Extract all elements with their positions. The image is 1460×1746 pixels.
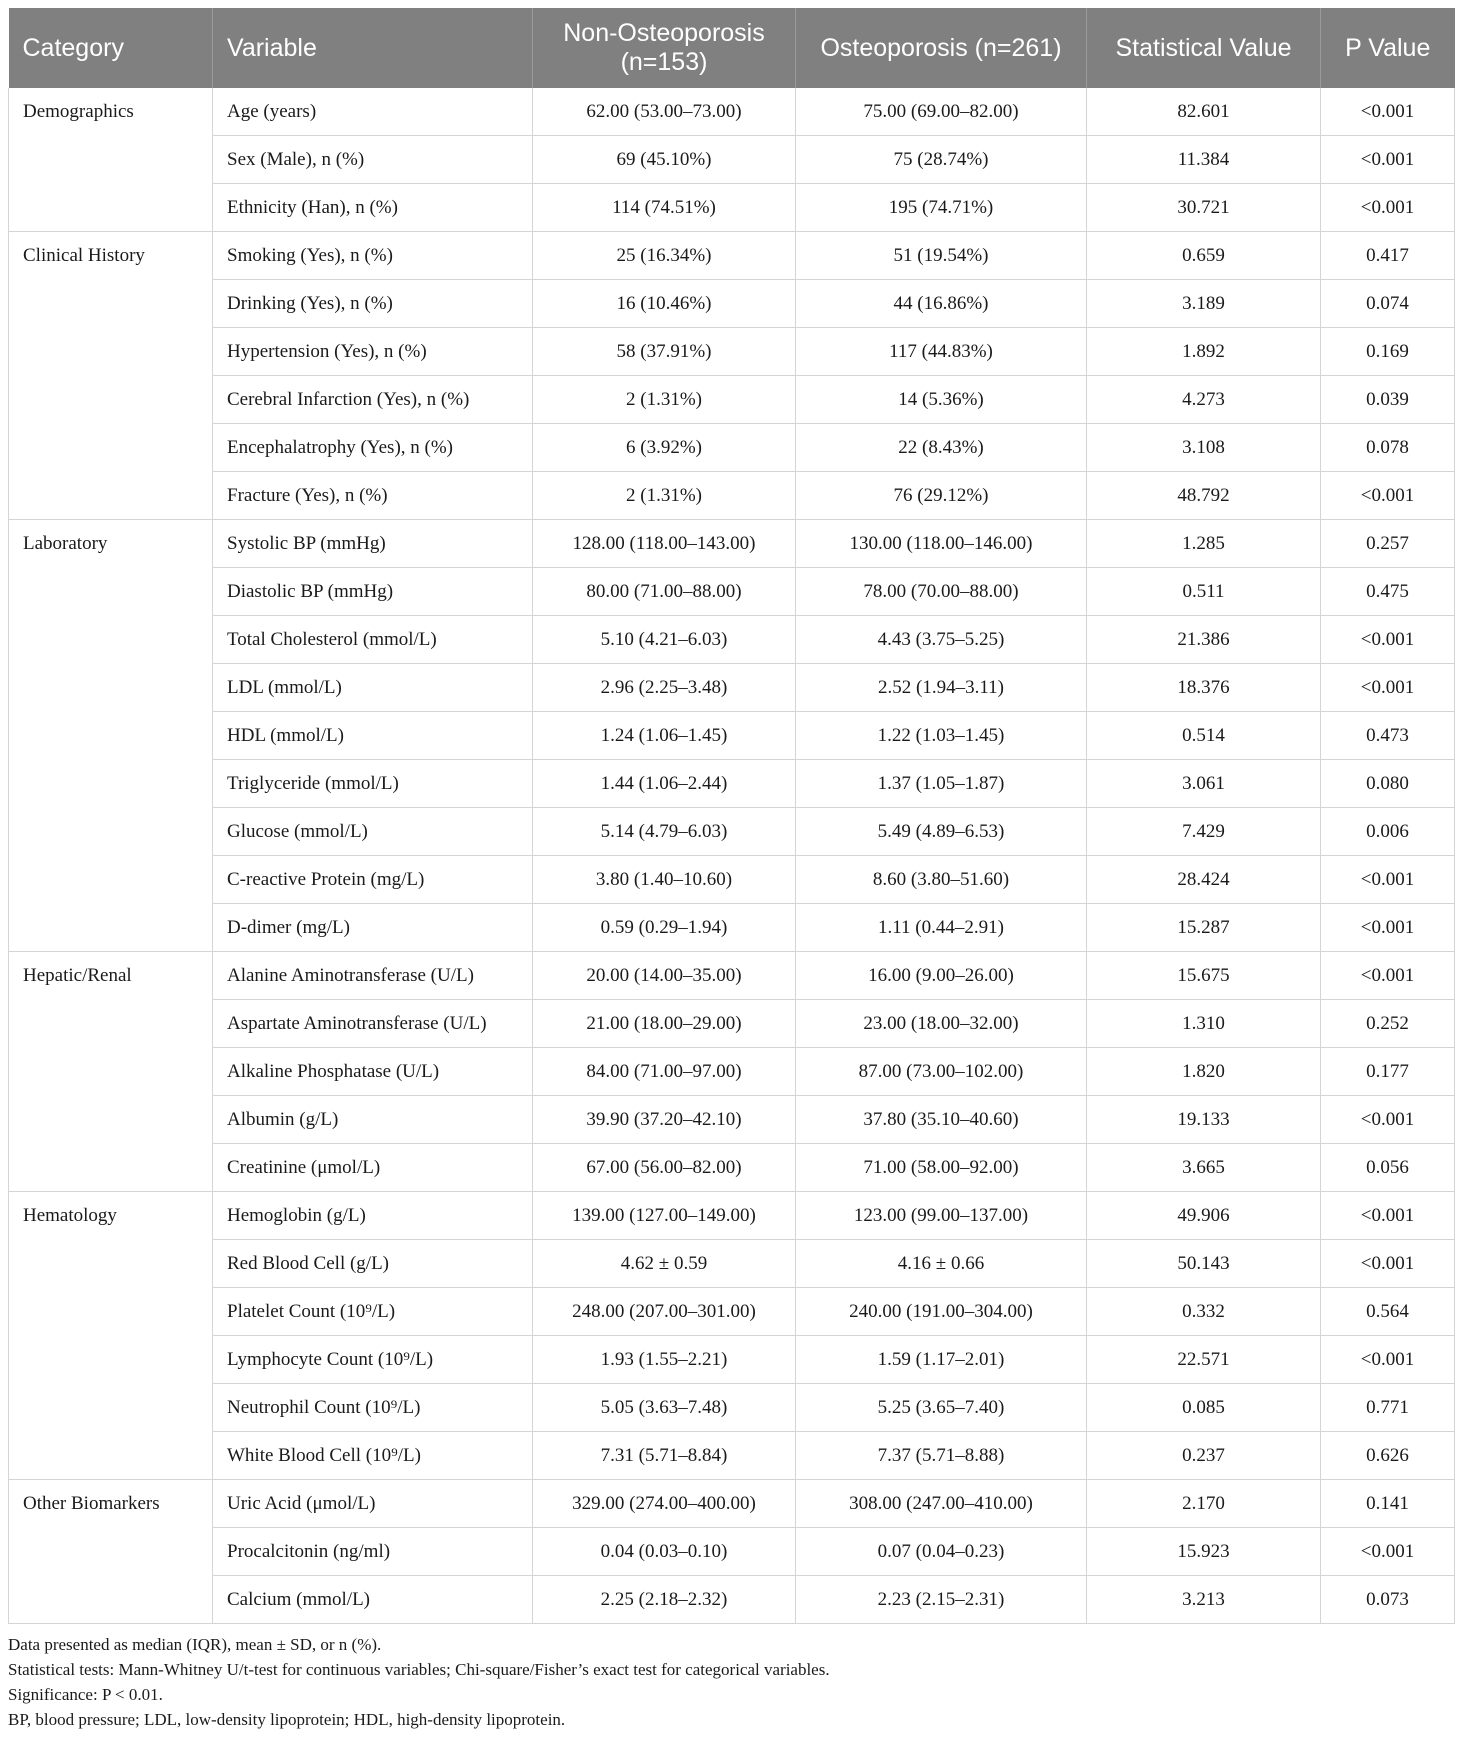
cell-osteoporosis: 76 (29.12%) [796, 472, 1087, 520]
cell-statistical-value: 21.386 [1087, 616, 1321, 664]
table-row [9, 1384, 1455, 1432]
cell-category [9, 760, 213, 808]
cell-statistical-value: 3.665 [1087, 1144, 1321, 1192]
cell-variable: C-reactive Protein (mg/L) [213, 856, 533, 904]
cell-variable: Alanine Aminotransferase (U/L) [213, 952, 533, 1000]
cell-variable: Cerebral Infarction (Yes), n (%) [213, 376, 533, 424]
cell-osteoporosis: 4.16 ± 0.66 [796, 1240, 1087, 1288]
cell-p-value: 0.177 [1321, 1048, 1455, 1096]
cell-statistical-value: 15.923 [1087, 1528, 1321, 1576]
cell-variable: White Blood Cell (10⁹/L) [213, 1432, 533, 1480]
table-row [9, 328, 1455, 376]
cell-statistical-value: 3.108 [1087, 424, 1321, 472]
cell-statistical-value: 7.429 [1087, 808, 1321, 856]
cell-osteoporosis: 130.00 (118.00–146.00) [796, 520, 1087, 568]
cell-statistical-value: 2.170 [1087, 1480, 1321, 1528]
cell-category [9, 1144, 213, 1192]
cell-osteoporosis: 23.00 (18.00–32.00) [796, 1000, 1087, 1048]
cell-p-value: 0.056 [1321, 1144, 1455, 1192]
cell-non-osteoporosis: 128.00 (118.00–143.00) [533, 520, 796, 568]
cell-p-value: <0.001 [1321, 184, 1455, 232]
cell-statistical-value: 15.675 [1087, 952, 1321, 1000]
table-row [9, 1000, 1455, 1048]
cell-category [9, 568, 213, 616]
footnote-line: BP, blood pressure; LDL, low-density lipoprotein; HDL, high-density lipoprotein. [8, 1710, 566, 1729]
cell-p-value: 0.039 [1321, 376, 1455, 424]
cell-statistical-value: 22.571 [1087, 1336, 1321, 1384]
header-variable: Variable [213, 8, 533, 88]
table-row [9, 856, 1455, 904]
cell-p-value: 0.080 [1321, 760, 1455, 808]
footnote-line: Significance: P < 0.01. [8, 1685, 163, 1704]
cell-statistical-value: 50.143 [1087, 1240, 1321, 1288]
table-row [9, 760, 1455, 808]
cell-non-osteoporosis: 1.44 (1.06–2.44) [533, 760, 796, 808]
cell-category [9, 1336, 213, 1384]
cell-p-value: <0.001 [1321, 1096, 1455, 1144]
cell-osteoporosis: 1.59 (1.17–2.01) [796, 1336, 1087, 1384]
table-row [9, 568, 1455, 616]
cell-non-osteoporosis: 139.00 (127.00–149.00) [533, 1192, 796, 1240]
cell-variable: Smoking (Yes), n (%) [213, 232, 533, 280]
cell-osteoporosis: 44 (16.86%) [796, 280, 1087, 328]
cell-osteoporosis: 16.00 (9.00–26.00) [796, 952, 1087, 1000]
cell-osteoporosis: 2.23 (2.15–2.31) [796, 1576, 1087, 1624]
cell-p-value: 0.475 [1321, 568, 1455, 616]
cell-variable: Total Cholesterol (mmol/L) [213, 616, 533, 664]
cell-statistical-value: 0.332 [1087, 1288, 1321, 1336]
cell-category [9, 808, 213, 856]
cell-non-osteoporosis: 5.05 (3.63–7.48) [533, 1384, 796, 1432]
cell-category [9, 472, 213, 520]
table-row [9, 376, 1455, 424]
cell-osteoporosis: 1.37 (1.05–1.87) [796, 760, 1087, 808]
cell-osteoporosis: 308.00 (247.00–410.00) [796, 1480, 1087, 1528]
cell-p-value: <0.001 [1321, 1336, 1455, 1384]
cell-variable: Aspartate Aminotransferase (U/L) [213, 1000, 533, 1048]
table-row [9, 184, 1455, 232]
cell-non-osteoporosis: 3.80 (1.40–10.60) [533, 856, 796, 904]
cell-statistical-value: 1.310 [1087, 1000, 1321, 1048]
cell-category [9, 376, 213, 424]
cell-non-osteoporosis: 1.24 (1.06–1.45) [533, 712, 796, 760]
header-non-osteoporosis: Non-Osteoporosis (n=153) [533, 8, 796, 88]
cell-non-osteoporosis: 5.10 (4.21–6.03) [533, 616, 796, 664]
cell-p-value: <0.001 [1321, 664, 1455, 712]
cell-category [9, 1432, 213, 1480]
cell-category [9, 328, 213, 376]
cell-non-osteoporosis: 80.00 (71.00–88.00) [533, 568, 796, 616]
cell-statistical-value: 28.424 [1087, 856, 1321, 904]
cell-p-value: <0.001 [1321, 1240, 1455, 1288]
cell-p-value: 0.473 [1321, 712, 1455, 760]
cell-statistical-value: 0.659 [1087, 232, 1321, 280]
cell-non-osteoporosis: 329.00 (274.00–400.00) [533, 1480, 796, 1528]
cell-osteoporosis: 14 (5.36%) [796, 376, 1087, 424]
cell-osteoporosis: 87.00 (73.00–102.00) [796, 1048, 1087, 1096]
cell-variable: LDL (mmol/L) [213, 664, 533, 712]
cell-non-osteoporosis: 67.00 (56.00–82.00) [533, 1144, 796, 1192]
cell-p-value: 0.078 [1321, 424, 1455, 472]
cell-p-value: 0.074 [1321, 280, 1455, 328]
cell-p-value: 0.626 [1321, 1432, 1455, 1480]
cell-osteoporosis: 195 (74.71%) [796, 184, 1087, 232]
cell-osteoporosis: 2.52 (1.94–3.11) [796, 664, 1087, 712]
cell-non-osteoporosis: 84.00 (71.00–97.00) [533, 1048, 796, 1096]
cell-statistical-value: 18.376 [1087, 664, 1321, 712]
cell-non-osteoporosis: 248.00 (207.00–301.00) [533, 1288, 796, 1336]
cell-variable: Uric Acid (μmol/L) [213, 1480, 533, 1528]
cell-variable: Systolic BP (mmHg) [213, 520, 533, 568]
table-row [9, 1048, 1455, 1096]
cell-variable: Ethnicity (Han), n (%) [213, 184, 533, 232]
cell-variable: Triglyceride (mmol/L) [213, 760, 533, 808]
cell-variable: Hypertension (Yes), n (%) [213, 328, 533, 376]
cell-p-value: 0.006 [1321, 808, 1455, 856]
cell-osteoporosis: 123.00 (99.00–137.00) [796, 1192, 1087, 1240]
cell-variable: Red Blood Cell (g/L) [213, 1240, 533, 1288]
table-row [9, 232, 1455, 280]
cell-variable: Calcium (mmol/L) [213, 1576, 533, 1624]
cell-category [9, 1048, 213, 1096]
cell-osteoporosis: 240.00 (191.00–304.00) [796, 1288, 1087, 1336]
cell-statistical-value: 4.273 [1087, 376, 1321, 424]
cell-non-osteoporosis: 0.04 (0.03–0.10) [533, 1528, 796, 1576]
cell-non-osteoporosis: 62.00 (53.00–73.00) [533, 88, 796, 136]
table-container [8, 8, 1454, 1732]
table-row [9, 808, 1455, 856]
cell-osteoporosis: 8.60 (3.80–51.60) [796, 856, 1087, 904]
cell-statistical-value: 15.287 [1087, 904, 1321, 952]
cell-non-osteoporosis: 2 (1.31%) [533, 376, 796, 424]
header-statistical-value: Statistical Value [1087, 8, 1321, 88]
cell-statistical-value: 19.133 [1087, 1096, 1321, 1144]
table-row [9, 1192, 1455, 1240]
cell-category [9, 856, 213, 904]
cell-category [9, 616, 213, 664]
cell-non-osteoporosis: 25 (16.34%) [533, 232, 796, 280]
cell-osteoporosis: 1.11 (0.44–2.91) [796, 904, 1087, 952]
table-row [9, 88, 1455, 136]
cell-non-osteoporosis: 20.00 (14.00–35.00) [533, 952, 796, 1000]
cell-non-osteoporosis: 0.59 (0.29–1.94) [533, 904, 796, 952]
cell-p-value: <0.001 [1321, 856, 1455, 904]
cell-p-value: <0.001 [1321, 136, 1455, 184]
table-row [9, 1528, 1455, 1576]
cell-p-value: <0.001 [1321, 472, 1455, 520]
cell-statistical-value: 3.189 [1087, 280, 1321, 328]
cell-p-value: 0.257 [1321, 520, 1455, 568]
cell-statistical-value: 49.906 [1087, 1192, 1321, 1240]
cell-variable: Alkaline Phosphatase (U/L) [213, 1048, 533, 1096]
cell-category: Laboratory [9, 520, 213, 568]
cell-osteoporosis: 5.49 (4.89–6.53) [796, 808, 1087, 856]
cell-p-value: 0.564 [1321, 1288, 1455, 1336]
cell-osteoporosis: 37.80 (35.10–40.60) [796, 1096, 1087, 1144]
table-row [9, 664, 1455, 712]
cell-p-value: <0.001 [1321, 952, 1455, 1000]
cell-non-osteoporosis: 39.90 (37.20–42.10) [533, 1096, 796, 1144]
cell-osteoporosis: 75 (28.74%) [796, 136, 1087, 184]
cell-non-osteoporosis: 16 (10.46%) [533, 280, 796, 328]
cell-variable: Platelet Count (10⁹/L) [213, 1288, 533, 1336]
cell-statistical-value: 0.514 [1087, 712, 1321, 760]
cell-statistical-value: 0.085 [1087, 1384, 1321, 1432]
cell-osteoporosis: 117 (44.83%) [796, 328, 1087, 376]
cell-osteoporosis: 5.25 (3.65–7.40) [796, 1384, 1087, 1432]
table-row [9, 520, 1455, 568]
table-row [9, 136, 1455, 184]
cell-non-osteoporosis: 1.93 (1.55–2.21) [533, 1336, 796, 1384]
table-header [9, 8, 1455, 88]
cell-osteoporosis: 75.00 (69.00–82.00) [796, 88, 1087, 136]
cell-statistical-value: 30.721 [1087, 184, 1321, 232]
cell-variable: Sex (Male), n (%) [213, 136, 533, 184]
cell-non-osteoporosis: 2 (1.31%) [533, 472, 796, 520]
cell-category [9, 1384, 213, 1432]
cell-category [9, 1288, 213, 1336]
cell-statistical-value: 48.792 [1087, 472, 1321, 520]
cell-p-value: <0.001 [1321, 904, 1455, 952]
table-row [9, 712, 1455, 760]
cell-variable: Glucose (mmol/L) [213, 808, 533, 856]
cell-variable: Neutrophil Count (10⁹/L) [213, 1384, 533, 1432]
cell-category [9, 1240, 213, 1288]
cell-statistical-value: 1.285 [1087, 520, 1321, 568]
cell-category [9, 1000, 213, 1048]
cell-variable: HDL (mmol/L) [213, 712, 533, 760]
cell-variable: Diastolic BP (mmHg) [213, 568, 533, 616]
cell-non-osteoporosis: 6 (3.92%) [533, 424, 796, 472]
cell-variable: Encephalatrophy (Yes), n (%) [213, 424, 533, 472]
cell-non-osteoporosis: 58 (37.91%) [533, 328, 796, 376]
table-row [9, 1144, 1455, 1192]
footnote-line: Data presented as median (IQR), mean ± SD, or n (%). [8, 1635, 382, 1654]
cell-variable: Fracture (Yes), n (%) [213, 472, 533, 520]
cell-category: Hepatic/Renal [9, 952, 213, 1000]
cell-p-value: 0.252 [1321, 1000, 1455, 1048]
table-row [9, 1288, 1455, 1336]
cell-non-osteoporosis: 2.96 (2.25–3.48) [533, 664, 796, 712]
footnotes [8, 1632, 1454, 1732]
cell-statistical-value: 3.213 [1087, 1576, 1321, 1624]
cell-category [9, 184, 213, 232]
cell-osteoporosis: 7.37 (5.71–8.88) [796, 1432, 1087, 1480]
header-osteoporosis: Osteoporosis (n=261) [796, 8, 1087, 88]
cell-non-osteoporosis: 69 (45.10%) [533, 136, 796, 184]
cell-variable: Creatinine (μmol/L) [213, 1144, 533, 1192]
table-row [9, 1240, 1455, 1288]
cell-p-value: 0.169 [1321, 328, 1455, 376]
cell-category: Demographics [9, 88, 213, 136]
cell-osteoporosis: 22 (8.43%) [796, 424, 1087, 472]
table-row [9, 1096, 1455, 1144]
table-row [9, 1432, 1455, 1480]
cell-category: Other Biomarkers [9, 1480, 213, 1528]
cell-osteoporosis: 0.07 (0.04–0.23) [796, 1528, 1087, 1576]
header-p-value: P Value [1321, 8, 1455, 88]
cell-non-osteoporosis: 7.31 (5.71–8.84) [533, 1432, 796, 1480]
cell-statistical-value: 82.601 [1087, 88, 1321, 136]
footnote-line: Statistical tests: Mann-Whitney U/t-test for continuous variables; Chi-square/Fisher’s exact test for categorical variables. [8, 1660, 830, 1679]
table-body [9, 88, 1455, 1624]
data-table [8, 8, 1455, 1624]
cell-osteoporosis: 51 (19.54%) [796, 232, 1087, 280]
cell-variable: Drinking (Yes), n (%) [213, 280, 533, 328]
cell-variable: Procalcitonin (ng/ml) [213, 1528, 533, 1576]
cell-non-osteoporosis: 114 (74.51%) [533, 184, 796, 232]
cell-category [9, 136, 213, 184]
cell-category: Clinical History [9, 232, 213, 280]
cell-osteoporosis: 1.22 (1.03–1.45) [796, 712, 1087, 760]
cell-non-osteoporosis: 4.62 ± 0.59 [533, 1240, 796, 1288]
table-row [9, 472, 1455, 520]
cell-osteoporosis: 71.00 (58.00–92.00) [796, 1144, 1087, 1192]
cell-statistical-value: 1.820 [1087, 1048, 1321, 1096]
cell-category [9, 1528, 213, 1576]
cell-category: Hematology [9, 1192, 213, 1240]
table-row [9, 1336, 1455, 1384]
cell-p-value: <0.001 [1321, 616, 1455, 664]
cell-osteoporosis: 4.43 (3.75–5.25) [796, 616, 1087, 664]
cell-variable: Hemoglobin (g/L) [213, 1192, 533, 1240]
cell-variable: Lymphocyte Count (10⁹/L) [213, 1336, 533, 1384]
cell-category [9, 1096, 213, 1144]
cell-variable: D-dimer (mg/L) [213, 904, 533, 952]
cell-non-osteoporosis: 2.25 (2.18–2.32) [533, 1576, 796, 1624]
table-row [9, 952, 1455, 1000]
cell-category [9, 664, 213, 712]
cell-statistical-value: 1.892 [1087, 328, 1321, 376]
cell-category [9, 280, 213, 328]
cell-p-value: <0.001 [1321, 1528, 1455, 1576]
cell-p-value: 0.417 [1321, 232, 1455, 280]
cell-non-osteoporosis: 21.00 (18.00–29.00) [533, 1000, 796, 1048]
cell-variable: Albumin (g/L) [213, 1096, 533, 1144]
cell-category [9, 712, 213, 760]
table-row [9, 424, 1455, 472]
cell-statistical-value: 0.237 [1087, 1432, 1321, 1480]
cell-p-value: 0.771 [1321, 1384, 1455, 1432]
cell-p-value: 0.141 [1321, 1480, 1455, 1528]
table-row [9, 904, 1455, 952]
cell-statistical-value: 0.511 [1087, 568, 1321, 616]
header-row [9, 8, 1455, 88]
table-row [9, 1480, 1455, 1528]
cell-category [9, 424, 213, 472]
cell-statistical-value: 11.384 [1087, 136, 1321, 184]
header-category: Category [9, 8, 213, 88]
cell-p-value: 0.073 [1321, 1576, 1455, 1624]
table-row [9, 616, 1455, 664]
cell-variable: Age (years) [213, 88, 533, 136]
cell-category [9, 904, 213, 952]
cell-statistical-value: 3.061 [1087, 760, 1321, 808]
cell-osteoporosis: 78.00 (70.00–88.00) [796, 568, 1087, 616]
table-row [9, 280, 1455, 328]
cell-non-osteoporosis: 5.14 (4.79–6.03) [533, 808, 796, 856]
cell-category [9, 1576, 213, 1624]
cell-p-value: <0.001 [1321, 1192, 1455, 1240]
cell-p-value: <0.001 [1321, 88, 1455, 136]
table-row [9, 1576, 1455, 1624]
